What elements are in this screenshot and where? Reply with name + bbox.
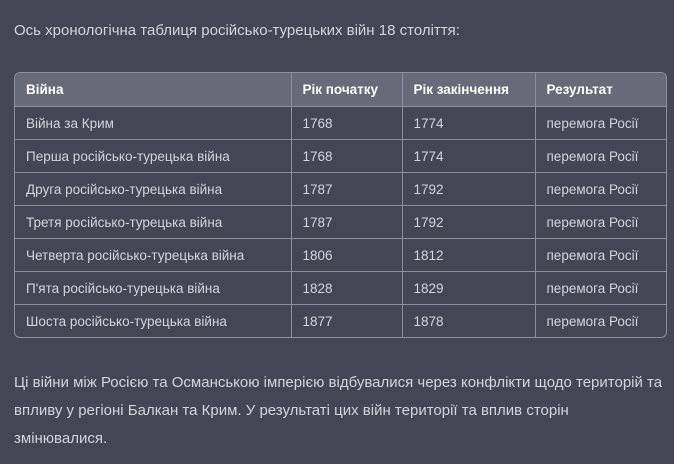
cell-start-year: 1877: [291, 305, 402, 338]
cell-result: перемога Росії: [535, 140, 666, 173]
cell-war: Перша російсько-турецька війна: [15, 140, 291, 173]
header-war: Війна: [15, 73, 291, 107]
table-row: [15, 272, 666, 305]
table-header-row: [15, 73, 666, 107]
cell-war: П'ята російсько-турецька війна: [15, 272, 291, 305]
table-row: [15, 305, 666, 338]
header-result: Результат: [535, 73, 666, 107]
cell-result: перемога Росії: [535, 173, 666, 206]
cell-start-year: 1828: [291, 272, 402, 305]
intro-text: Ось хронологічна таблиця російсько-турецьких війн 18 століття:: [14, 22, 460, 39]
header-end-year: Рік закінчення: [402, 73, 535, 107]
summary-text: Ці війни між Росією та Османською імперією відбувалися через конфлікти щодо територій та впливу у регіоні Балкан та Крим. У результаті цих війн території та вплив сторін змінювалися.: [14, 374, 663, 447]
cell-start-year: 1768: [291, 140, 402, 173]
cell-result: перемога Росії: [535, 239, 666, 272]
table-row: [15, 107, 666, 140]
cell-result: перемога Росії: [535, 107, 666, 140]
table-row: [15, 239, 666, 272]
cell-end-year: 1878: [402, 305, 535, 338]
cell-end-year: 1774: [402, 107, 535, 140]
table-row: [15, 206, 666, 239]
cell-war: Третя російсько-турецька війна: [15, 206, 291, 239]
cell-start-year: 1768: [291, 107, 402, 140]
cell-start-year: 1787: [291, 206, 402, 239]
cell-result: перемога Росії: [535, 272, 666, 305]
cell-war: Четверта російсько-турецька війна: [15, 239, 291, 272]
cell-start-year: 1806: [291, 239, 402, 272]
cell-result: перемога Росії: [546, 313, 639, 329]
cell-end-year: 1812: [402, 239, 535, 272]
cell-start-year: 1787: [291, 173, 402, 206]
cell-result: перемога Росії: [535, 206, 666, 239]
cell-war: Друга російсько-турецька війна: [15, 173, 291, 206]
cell-end-year: 1792: [402, 173, 535, 206]
cell-war: Шоста російсько-турецька війна: [15, 305, 291, 338]
cell-war: Війна за Крим: [15, 107, 291, 140]
cell-end-year: 1829: [402, 272, 535, 305]
table-row: [15, 140, 666, 173]
header-start-year: Рік початку: [291, 73, 402, 107]
cell-end-year: 1792: [402, 206, 535, 239]
table-row: [15, 173, 666, 206]
cell-end-year: 1774: [402, 140, 535, 173]
wars-table: [14, 72, 667, 338]
